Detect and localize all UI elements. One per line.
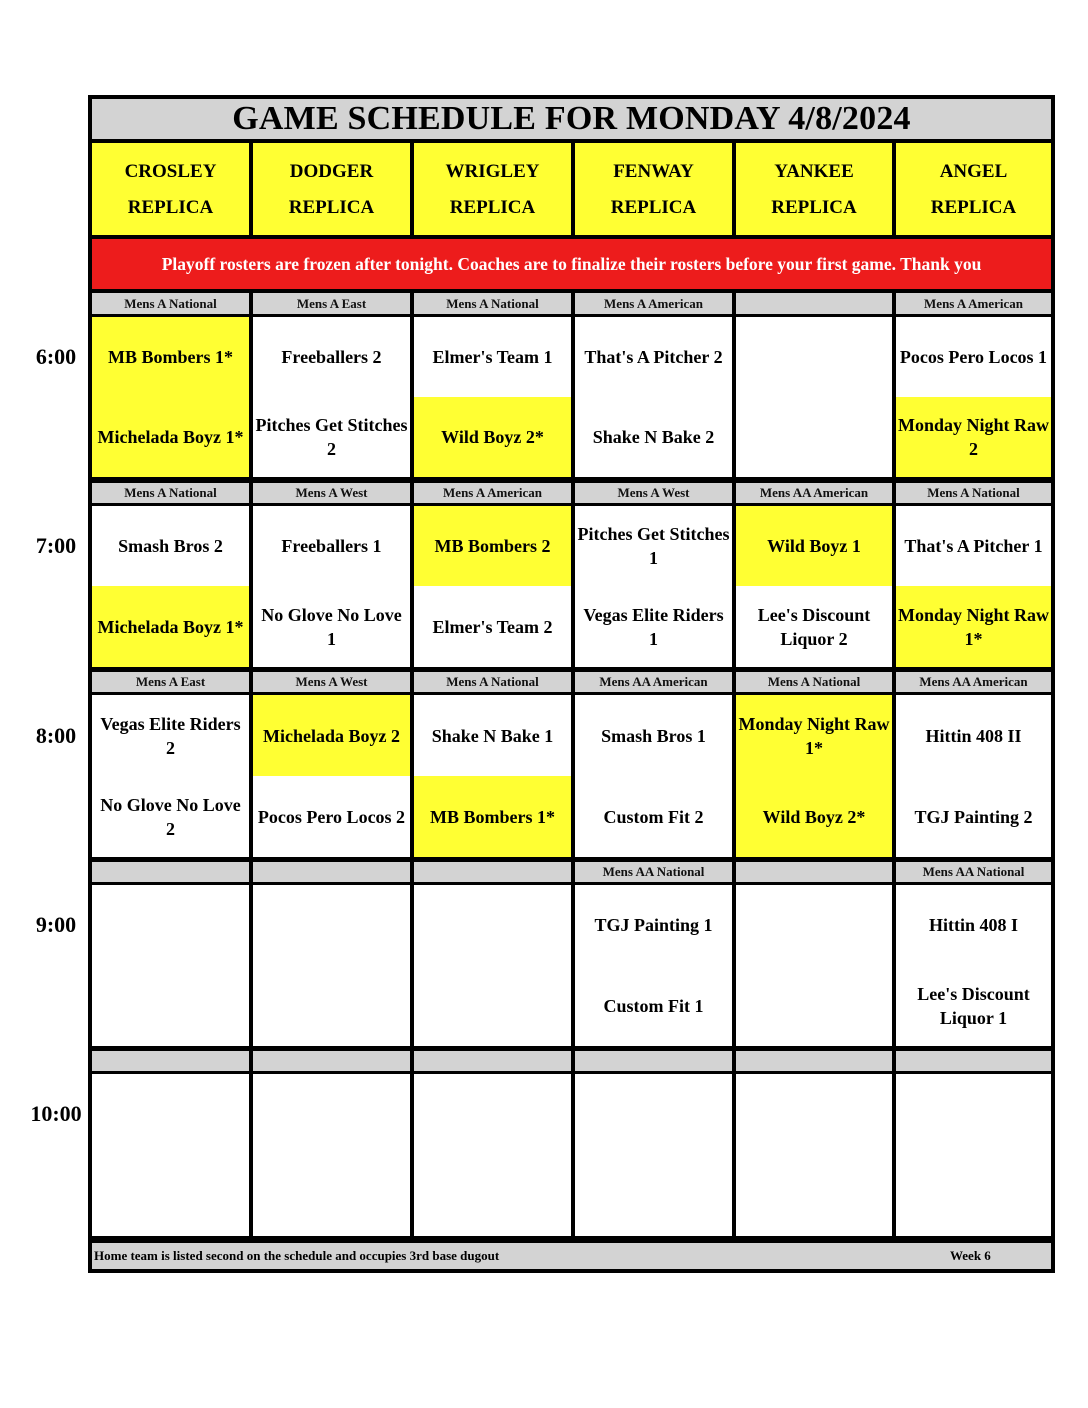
home-team xyxy=(736,965,892,1046)
home-team xyxy=(92,1155,249,1236)
time-label: 7:00 xyxy=(35,533,77,558)
home-team: No Glove No Love 1 xyxy=(253,586,410,667)
division-label: Mens A National xyxy=(896,483,1051,503)
field-header-dodger xyxy=(253,143,410,235)
division-label: Mens AA American xyxy=(896,672,1051,692)
field-name: YANKEE xyxy=(774,161,854,182)
division-label xyxy=(896,1051,1051,1071)
home-team: Michelada Boyz 1* xyxy=(92,397,249,477)
away-team: Elmer's Team 1 xyxy=(414,317,571,397)
division-label: Mens AA National xyxy=(575,862,732,882)
away-team: Pocos Pero Locos 1 xyxy=(896,317,1051,397)
division-label xyxy=(414,1051,571,1071)
home-team: Pitches Get Stitches 2 xyxy=(253,397,410,477)
division-label: Mens A West xyxy=(575,483,732,503)
away-team: Monday Night Raw 1* xyxy=(736,695,892,776)
division-label xyxy=(736,1051,892,1071)
home-team xyxy=(896,1155,1051,1236)
time-label: 10:00 xyxy=(30,1101,82,1126)
page-title: GAME SCHEDULE FOR MONDAY 4/8/2024 xyxy=(92,99,1051,139)
division-label: Mens A West xyxy=(253,483,410,503)
away-team xyxy=(736,885,892,965)
footer-bar xyxy=(92,1243,1051,1269)
away-team xyxy=(896,1074,1051,1155)
home-team xyxy=(736,397,892,477)
division-label xyxy=(736,293,892,314)
away-team xyxy=(414,1074,571,1155)
home-team: Wild Boyz 2* xyxy=(414,397,571,477)
week-label: Week 6 xyxy=(950,1248,991,1263)
field-subtitle: REPLICA xyxy=(771,197,857,218)
away-team: Vegas Elite Riders 2 xyxy=(92,695,249,776)
away-team: Michelada Boyz 2 xyxy=(253,695,410,776)
home-team: Wild Boyz 2* xyxy=(736,776,892,857)
away-team xyxy=(92,1074,249,1155)
field-name: CROSLEY xyxy=(124,161,217,182)
field-name: DODGER xyxy=(289,161,374,182)
away-team xyxy=(575,1074,732,1155)
time-label: 8:00 xyxy=(35,723,77,748)
home-team: Lee's Discount Liquor 2 xyxy=(736,586,892,667)
division-label xyxy=(253,1051,410,1071)
division-label: Mens A National xyxy=(414,672,571,692)
away-team xyxy=(253,1074,410,1155)
home-team: Monday Night Raw 1* xyxy=(896,586,1051,667)
home-team: Vegas Elite Riders 1 xyxy=(575,586,732,667)
division-label: Mens A East xyxy=(253,293,410,314)
division-label xyxy=(92,1051,249,1071)
division-label: Mens A West xyxy=(253,672,410,692)
away-team xyxy=(92,885,249,965)
notice-banner: Playoff rosters are frozen after tonight. Coaches are to finalize their rosters before your first game. Thank you xyxy=(92,239,1051,289)
home-team xyxy=(253,965,410,1046)
home-team: No Glove No Love 2 xyxy=(92,776,249,857)
away-team: Smash Bros 2 xyxy=(92,506,249,586)
home-team xyxy=(575,1155,732,1236)
away-team: Hittin 408 I xyxy=(896,885,1051,965)
division-label: Mens A National xyxy=(92,293,249,314)
field-header-yankee xyxy=(736,143,892,235)
away-team xyxy=(253,885,410,965)
home-team: Custom Fit 1 xyxy=(575,965,732,1046)
division-label: Mens A American xyxy=(575,293,732,314)
field-header-crosley xyxy=(92,143,249,235)
field-subtitle: REPLICA xyxy=(930,197,1017,218)
away-team: That's A Pitcher 2 xyxy=(575,317,732,397)
away-team: Hittin 408 II xyxy=(896,695,1051,776)
division-label xyxy=(253,862,410,882)
field-subtitle: REPLICA xyxy=(610,197,697,218)
home-team: Elmer's Team 2 xyxy=(414,586,571,667)
division-label: Mens AA American xyxy=(736,483,892,503)
away-team: TGJ Painting 1 xyxy=(575,885,732,965)
division-label: Mens A East xyxy=(92,672,249,692)
home-team xyxy=(736,1155,892,1236)
away-team: Smash Bros 1 xyxy=(575,695,732,776)
away-team: Shake N Bake 1 xyxy=(414,695,571,776)
time-label: 6:00 xyxy=(35,344,77,369)
away-team: Wild Boyz 1 xyxy=(736,506,892,586)
home-team: TGJ Painting 2 xyxy=(896,776,1051,857)
home-team: Lee's Discount Liquor 1 xyxy=(896,965,1051,1046)
home-team: Michelada Boyz 1* xyxy=(92,586,249,667)
footer-note: Home team is listed second on the schedule and occupies 3rd base dugout xyxy=(94,1248,500,1263)
home-team: Pocos Pero Locos 2 xyxy=(253,776,410,857)
home-team: Monday Night Raw 2 xyxy=(896,397,1051,477)
field-name: FENWAY xyxy=(613,161,694,182)
away-team xyxy=(414,885,571,965)
away-team: MB Bombers 1* xyxy=(92,317,249,397)
division-label xyxy=(575,1051,732,1071)
division-label: Mens A American xyxy=(414,483,571,503)
field-header-wrigley xyxy=(414,143,571,235)
home-team xyxy=(253,1155,410,1236)
field-name: ANGEL xyxy=(939,161,1008,182)
field-header-angel xyxy=(896,143,1051,235)
division-label: Mens A National xyxy=(92,483,249,503)
home-team: Shake N Bake 2 xyxy=(575,397,732,477)
away-team: Pitches Get Stitches 1 xyxy=(575,506,732,586)
away-team xyxy=(736,317,892,397)
division-label xyxy=(414,862,571,882)
division-label: Mens AA American xyxy=(575,672,732,692)
away-team: That's A Pitcher 1 xyxy=(896,506,1051,586)
home-team xyxy=(414,1155,571,1236)
field-subtitle: REPLICA xyxy=(288,197,375,218)
home-team xyxy=(92,965,249,1046)
division-label: Mens A National xyxy=(414,293,571,314)
home-team: Custom Fit 2 xyxy=(575,776,732,857)
away-team: Freeballers 2 xyxy=(253,317,410,397)
division-label xyxy=(92,862,249,882)
away-team: MB Bombers 2 xyxy=(414,506,571,586)
away-team xyxy=(736,1074,892,1155)
division-label: Mens AA National xyxy=(896,862,1051,882)
field-subtitle: REPLICA xyxy=(449,197,536,218)
field-header-fenway xyxy=(575,143,732,235)
home-team xyxy=(414,965,571,1046)
time-label: 9:00 xyxy=(35,912,77,937)
home-team: MB Bombers 1* xyxy=(414,776,571,857)
field-subtitle: REPLICA xyxy=(127,197,214,218)
division-label: Mens A American xyxy=(896,293,1051,314)
field-name: WRIGLEY xyxy=(445,161,540,182)
away-team: Freeballers 1 xyxy=(253,506,410,586)
division-label xyxy=(736,862,892,882)
division-label: Mens A National xyxy=(736,672,892,692)
